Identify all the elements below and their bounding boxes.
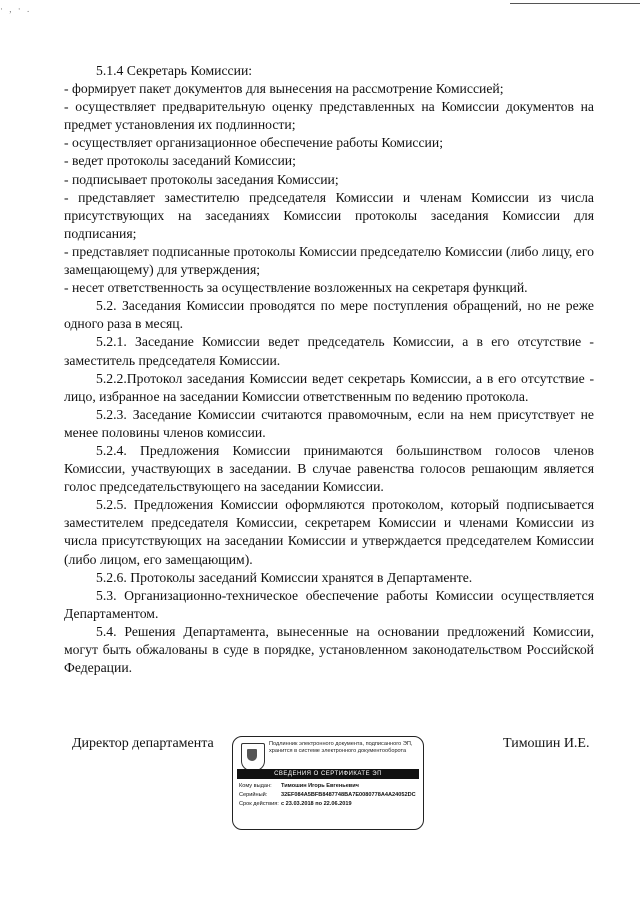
paragraph: 5.4. Решения Департамента, вынесенные на основании предложений Комиссии, могут быть обжалованы в суде в порядке, установленном законодательством Российской Федерации. [64,623,594,676]
stamp-row-value: 32EF084A5BFB8487748BA7E0080778A4A24052DC [281,792,416,798]
paragraph: 5.2.5. Предложения Комиссии оформляются протоколом, который подписывается заместителем председателя Комиссии, секретарем Комиссии и членами Комиссии из числа присутствующих на заседании Комиссии и утверждается председателем Комиссии (либо лицом, его замещающим). [64,497,594,567]
paragraph: - осуществляет предварительную оценку представленных на Комиссии документов на предмет установления их подлинности; [64,99,594,133]
paragraph: 5.2. Заседания Комиссии проводятся по мере поступления обращений, но не реже одного раза в месяц. [64,298,594,332]
paragraph: 5.2.2.Протокол заседания Комиссии ведет секретарь Комиссии, а в его отсутствие - лицо, избранное на заседании Комиссии ответственным по ведению протокола. [64,370,594,404]
paragraph: 5.2.3. Заседание Комиссии считаются правомочным, если на нем присутствует не менее половины членов комиссии. [64,406,594,440]
paragraph: - осуществляет организационное обеспечение работы Комиссии; [64,135,444,151]
paragraph: - подписывает протоколы заседания Комиссии; [64,171,339,187]
signature-block [0,736,640,846]
stamp-row-value: с 23.03.2018 по 22.06.2019 [281,801,352,807]
paragraph: 5.2.4. Предложения Комиссии принимаются большинством голосов членов Комиссии, участвующих в заседании. В случае равенства голосов решающим является голос председательствующего на заседании Комиссии. [64,442,594,495]
stamp-row [239,791,417,800]
paragraph: 5.2.1. Заседание Комиссии ведет председатель Комиссии, а в его отсутствие - заместитель председателя Комиссии. [64,334,594,368]
paragraph: - ведет протоколы заседаний Комиссии; [64,153,296,169]
stamp-note: Подлинник электронного документа, подписанного ЭП, хранится в системе электронного документооборота [269,741,413,754]
signatory-position: Директор департамента [72,736,214,751]
paragraph: - несет ответственность за осуществление возложенных на секретаря функций. [64,280,528,296]
paragraph: - формирует пакет документов для вынесения на рассмотрение Комиссией; [64,81,504,97]
stamp-details [239,782,417,809]
paragraph: - представляет заместителю председателя Комиссии и членам Комиссии из числа присутствующих на заседаниях Комиссии протоколы заседания Комиссии для подписания; [64,189,594,241]
document-body [64,62,594,677]
stamp-row-label: Кому выдан: [239,783,272,789]
electronic-signature-stamp [232,736,424,830]
stamp-row [239,782,417,791]
paragraph: 5.1.4 Секретарь Комиссии: [96,63,253,78]
scan-edge-line [510,3,640,4]
stamp-row-value: Тимошин Игорь Евгеньевич [281,783,359,789]
paragraph: 5.3. Организационно-техническое обеспечение работы Комиссии осуществляется Департаментом. [64,587,594,621]
paragraph: - представляет подписанные протоколы Комиссии председателю Комиссии (либо лицу, его замещающему) для утверждения; [64,243,594,278]
signatory-name: Тимошин И.Е. [503,736,590,751]
stamp-header: СВЕДЕНИЯ О СЕРТИФИКАТЕ ЭП [237,769,419,779]
scan-marks: · , · . [0,4,32,14]
paragraph: 5.2.6. Протоколы заседаний Комиссии хранятся в Департаменте. [96,569,473,585]
stamp-row-label: Срок действия: [239,801,279,807]
stamp-row-label: Серийный: [239,792,268,798]
coat-of-arms-icon [241,743,265,771]
stamp-row [239,800,417,809]
